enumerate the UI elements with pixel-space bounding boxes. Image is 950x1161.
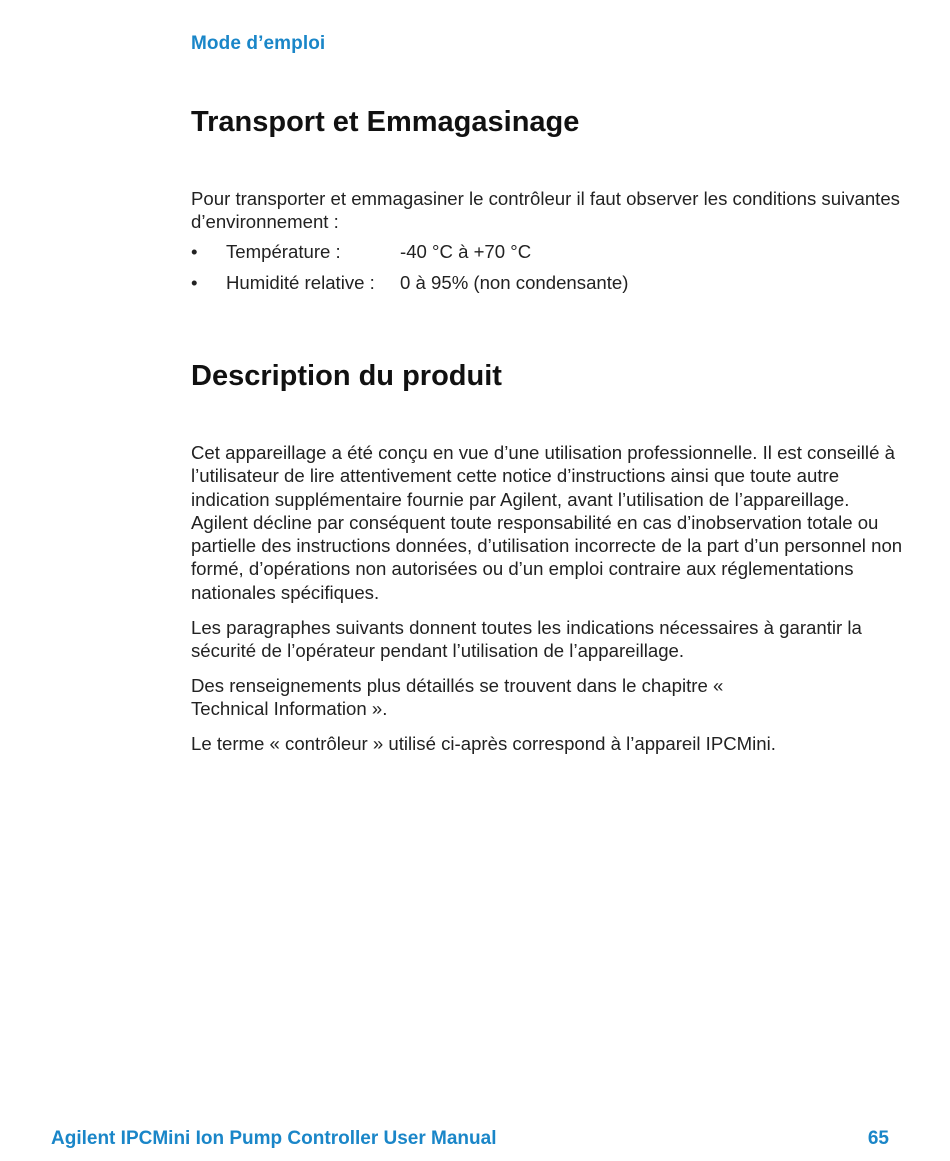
transport-intro: Pour transporter et emmagasiner le contrôleur il faut observer les conditions suivantes d’environnement :	[191, 188, 900, 233]
footer-manual-title: Agilent IPCMini Ion Pump Controller User Manual	[51, 1128, 497, 1149]
bullet-value: 0 à 95% (non condensante)	[400, 272, 629, 293]
description-paragraph: Le terme « contrôleur » utilisé ci-après correspond à l’appareil IPCMini.	[191, 733, 776, 754]
description-paragraph: Les paragraphes suivants donnent toutes les indications nécessaires à garantir la sécurité de l’opérateur pendant l’utilisation de l’appareillage.	[191, 617, 862, 662]
bullet-temperature	[191, 240, 903, 264]
description-paragraph: Cet appareillage a été conçu en vue d’une utilisation professionnelle. Il est conseillé à l’utilisateur de lire attentivement cette notice d’instructions ainsi que toute autre indication supplémentaire fournie par Agilent, avant l’utilisation de l’appareillage. Agilent décline par conséquent toute responsabilité en cas d’inobservation totale ou partielle des instructions données, d’utilisation incorrecte de la part d’un personnel non formé, d’opérations non autorisées ou d’un emploi contraire aux réglementations nationales spécifiques.	[191, 442, 903, 603]
footer-page-number: 65	[867, 1128, 889, 1149]
bullet-humidity	[191, 271, 903, 295]
running-header: Mode d’emploi	[191, 33, 326, 54]
section-title-transport: Transport et Emmagasinage	[191, 106, 580, 138]
bullet-value: -40 °C à +70 °C	[400, 241, 532, 262]
description-paragraph: Des renseignements plus détaillés se trouvent dans le chapitre « Technical Information ».	[191, 675, 724, 720]
section-title-description: Description du produit	[191, 360, 502, 392]
bullet-icon: •	[191, 241, 198, 262]
bullet-icon: •	[191, 272, 198, 293]
bullet-label: Humidité relative :	[226, 272, 375, 293]
bullet-label: Température :	[226, 241, 341, 262]
